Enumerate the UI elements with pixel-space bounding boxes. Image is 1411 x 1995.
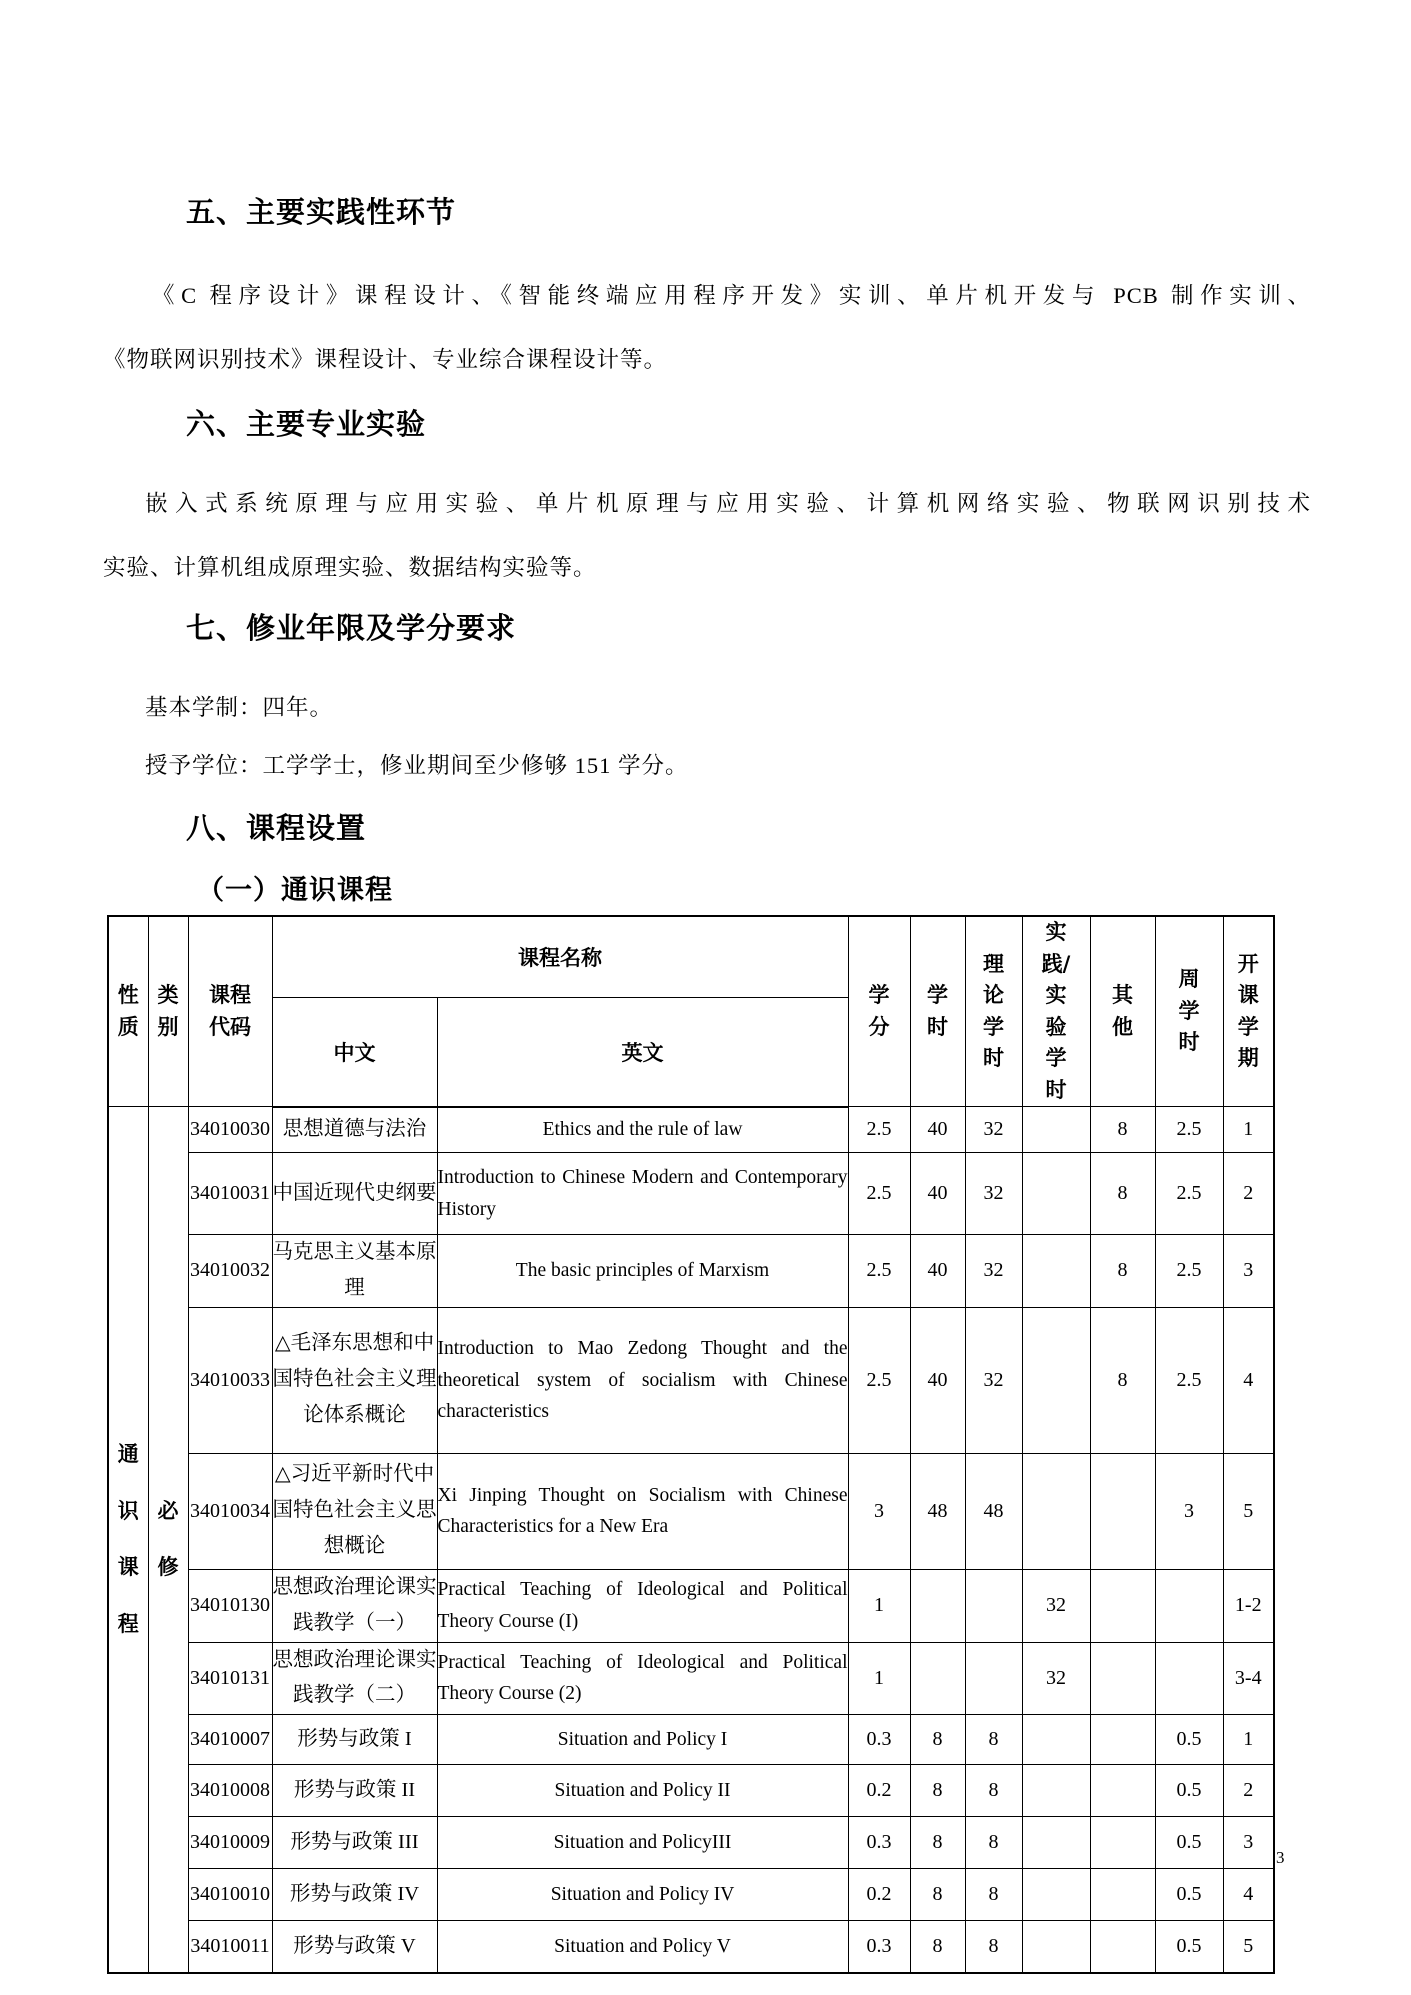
cell-hours: 40 — [910, 1235, 965, 1308]
cell-code: 34010030 — [188, 1107, 272, 1153]
header-course-code-label: 课程代码 — [209, 983, 251, 1039]
header-hours — [910, 916, 965, 1107]
cell-hours: 8 — [910, 1715, 965, 1765]
cell-credits: 3 — [848, 1453, 910, 1569]
cell-credits: 0.3 — [848, 1715, 910, 1765]
cell-zh: 形势与政策 V — [272, 1921, 437, 1973]
cell-practice: 32 — [1022, 1569, 1090, 1642]
cell-credits: 0.2 — [848, 1765, 910, 1817]
cell-zh: △毛泽东思想和中国特色社会主义理论体系概论 — [272, 1307, 437, 1453]
cell-code: 34010034 — [188, 1453, 272, 1569]
cell-weekly — [1155, 1642, 1223, 1715]
cell-term: 4 — [1223, 1869, 1274, 1921]
degree-line: 授予学位：工学学士，修业期间至少修够 151 学分。 — [145, 753, 689, 778]
cell-hours: 48 — [910, 1453, 965, 1569]
cell-theory: 32 — [965, 1153, 1022, 1235]
header-other — [1090, 916, 1155, 1107]
cell-code: 34010010 — [188, 1869, 272, 1921]
cell-weekly: 2.5 — [1155, 1307, 1223, 1453]
header-nature — [108, 916, 148, 1107]
cell-code: 34010130 — [188, 1569, 272, 1642]
header-course-name: 课程名称 — [272, 916, 848, 998]
cell-en: Introduction to Mao Zedong Thought and the theoretical system of socialism with Chinese characteristics — [437, 1307, 848, 1453]
cell-hours: 40 — [910, 1307, 965, 1453]
cell-term: 1-2 — [1223, 1569, 1274, 1642]
cell-credits: 0.3 — [848, 1921, 910, 1973]
cell-hours: 8 — [910, 1765, 965, 1817]
cell-practice — [1022, 1235, 1090, 1308]
cell-en: Introduction to Chinese Modern and Contemporary History — [437, 1153, 848, 1235]
cell-theory: 32 — [965, 1235, 1022, 1308]
table-row — [108, 1107, 1274, 1153]
cell-code: 34010032 — [188, 1235, 272, 1308]
cell-practice — [1022, 1107, 1090, 1153]
cell-zh: 形势与政策 III — [272, 1817, 437, 1869]
cell-zh: 思想政治理论课实践教学（二） — [272, 1642, 437, 1715]
header-english-name: 英文 — [437, 998, 848, 1107]
cell-practice — [1022, 1153, 1090, 1235]
cell-code: 34010031 — [188, 1153, 272, 1235]
cell-theory: 32 — [965, 1107, 1022, 1153]
header-practice-hours-label: 实践/实验学时 — [1041, 920, 1071, 1102]
category-group-label: 必修 — [157, 1498, 179, 1580]
cell-en: Situation and Policy II — [437, 1765, 848, 1817]
cell-other — [1090, 1453, 1155, 1569]
cell-code: 34010033 — [188, 1307, 272, 1453]
paragraph-experiment-line2: 实验、计算机组成原理实验、数据结构实验等。 — [103, 555, 597, 580]
cell-code: 34010009 — [188, 1817, 272, 1869]
cell-term: 1 — [1223, 1715, 1274, 1765]
table-row — [108, 1715, 1274, 1765]
section-heading-7: 七、修业年限及学分要求 — [186, 611, 517, 645]
cell-en: Ethics and the rule of law — [437, 1107, 848, 1153]
cell-other — [1090, 1869, 1155, 1921]
cell-practice — [1022, 1869, 1090, 1921]
table-row — [108, 1307, 1274, 1453]
cell-theory — [965, 1569, 1022, 1642]
nature-group-label: 通识课程 — [117, 1442, 139, 1637]
cell-hours: 8 — [910, 1921, 965, 1973]
cell-theory: 48 — [965, 1453, 1022, 1569]
cell-other: 8 — [1090, 1307, 1155, 1453]
cell-credits: 2.5 — [848, 1307, 910, 1453]
cell-weekly: 0.5 — [1155, 1765, 1223, 1817]
cell-credits: 2.5 — [848, 1235, 910, 1308]
cell-en: Situation and Policy V — [437, 1921, 848, 1973]
cell-en: Situation and Policy IV — [437, 1869, 848, 1921]
table-row — [108, 1921, 1274, 1973]
cell-other: 8 — [1090, 1235, 1155, 1308]
cell-en: Practical Teaching of Ideological and Political Theory Course (I) — [437, 1569, 848, 1642]
cell-practice — [1022, 1921, 1090, 1973]
cell-theory: 8 — [965, 1715, 1022, 1765]
cell-theory: 8 — [965, 1921, 1022, 1973]
cell-theory: 8 — [965, 1869, 1022, 1921]
paragraph-practice-line2: 《物联网识别技术》课程设计、专业综合课程设计等。 — [103, 347, 668, 372]
section-heading-6: 六、主要专业实验 — [186, 407, 427, 441]
paragraph-practice-line1: 《C 程序设计》课程设计、《智能终端应用程序开发》实训、单片机开发与 PCB 制作实训、 — [152, 283, 1311, 308]
cell-other — [1090, 1817, 1155, 1869]
cell-credits: 1 — [848, 1569, 910, 1642]
cell-practice — [1022, 1715, 1090, 1765]
cell-other — [1090, 1715, 1155, 1765]
cell-theory: 8 — [965, 1765, 1022, 1817]
schooling-length-line: 基本学制：四年。 — [145, 695, 334, 720]
header-nature-label: 性质 — [117, 983, 139, 1039]
table-row — [108, 1642, 1274, 1715]
header-other-label: 其他 — [1112, 983, 1133, 1039]
cell-term: 4 — [1223, 1307, 1274, 1453]
cell-hours — [910, 1569, 965, 1642]
cell-practice — [1022, 1453, 1090, 1569]
cell-code: 34010007 — [188, 1715, 272, 1765]
nature-group-cell — [108, 1107, 148, 1973]
cell-zh: 形势与政策 I — [272, 1715, 437, 1765]
cell-en: Xi Jinping Thought on Socialism with Chinese Characteristics for a New Era — [437, 1453, 848, 1569]
cell-weekly: 0.5 — [1155, 1921, 1223, 1973]
header-weekly-hours — [1155, 916, 1223, 1107]
header-hours-label: 学时 — [927, 983, 948, 1039]
cell-practice — [1022, 1307, 1090, 1453]
cell-hours — [910, 1642, 965, 1715]
header-credits — [848, 916, 910, 1107]
cell-practice — [1022, 1765, 1090, 1817]
cell-other: 8 — [1090, 1107, 1155, 1153]
header-credits-label: 学分 — [868, 983, 890, 1039]
cell-code: 34010131 — [188, 1642, 272, 1715]
cell-term: 1 — [1223, 1107, 1274, 1153]
cell-hours: 40 — [910, 1153, 965, 1235]
cell-credits: 1 — [848, 1642, 910, 1715]
cell-other: 8 — [1090, 1153, 1155, 1235]
cell-term: 3-4 — [1223, 1642, 1274, 1715]
cell-code: 34010008 — [188, 1765, 272, 1817]
general-courses-table — [107, 915, 1275, 1974]
cell-weekly: 0.5 — [1155, 1817, 1223, 1869]
paragraph-experiment-line1: 嵌入式系统原理与应用实验、单片机原理与应用实验、计算机网络实验、物联网识别技术 — [145, 491, 1311, 516]
header-chinese-name: 中文 — [272, 998, 437, 1107]
cell-term: 3 — [1223, 1235, 1274, 1308]
cell-zh: △习近平新时代中国特色社会主义思想概论 — [272, 1453, 437, 1569]
page-number: 3 — [1276, 1848, 1285, 1867]
header-term — [1223, 916, 1274, 1107]
cell-weekly: 2.5 — [1155, 1235, 1223, 1308]
table-row — [108, 1869, 1274, 1921]
cell-credits: 0.2 — [848, 1869, 910, 1921]
header-category — [148, 916, 188, 1107]
header-practice-hours — [1022, 916, 1090, 1107]
cell-other — [1090, 1921, 1155, 1973]
subsection-heading-general-courses: （一）通识课程 — [197, 875, 393, 906]
header-course-code — [188, 916, 272, 1107]
cell-en: Situation and Policy I — [437, 1715, 848, 1765]
cell-zh: 马克思主义基本原理 — [272, 1235, 437, 1308]
header-term-label: 开课学期 — [1237, 951, 1259, 1070]
cell-en: The basic principles of Marxism — [437, 1235, 848, 1308]
cell-weekly: 3 — [1155, 1453, 1223, 1569]
cell-theory: 8 — [965, 1817, 1022, 1869]
cell-other — [1090, 1765, 1155, 1817]
cell-theory — [965, 1642, 1022, 1715]
table-header-row-1 — [108, 916, 1274, 998]
cell-hours: 8 — [910, 1869, 965, 1921]
table-row — [108, 1817, 1274, 1869]
cell-term: 5 — [1223, 1921, 1274, 1973]
cell-credits: 2.5 — [848, 1107, 910, 1153]
cell-zh: 形势与政策 II — [272, 1765, 437, 1817]
cell-weekly — [1155, 1569, 1223, 1642]
cell-theory: 32 — [965, 1307, 1022, 1453]
table-row — [108, 1765, 1274, 1817]
header-theory-hours-label: 理论学时 — [983, 951, 1004, 1070]
cell-practice: 32 — [1022, 1642, 1090, 1715]
cell-weekly: 2.5 — [1155, 1153, 1223, 1235]
cell-other — [1090, 1642, 1155, 1715]
cell-zh: 中国近现代史纲要 — [272, 1153, 437, 1235]
cell-hours: 40 — [910, 1107, 965, 1153]
cell-en: Situation and PolicyIII — [437, 1817, 848, 1869]
table-row — [108, 1153, 1274, 1235]
cell-credits: 0.3 — [848, 1817, 910, 1869]
cell-other — [1090, 1569, 1155, 1642]
cell-zh: 思想道德与法治 — [272, 1107, 437, 1153]
header-weekly-hours-label: 周学时 — [1178, 967, 1200, 1055]
cell-zh: 思想政治理论课实践教学（一） — [272, 1569, 437, 1642]
cell-zh: 形势与政策 IV — [272, 1869, 437, 1921]
section-heading-8: 八、课程设置 — [186, 811, 367, 845]
cell-weekly: 0.5 — [1155, 1715, 1223, 1765]
cell-practice — [1022, 1817, 1090, 1869]
category-group-cell — [148, 1107, 188, 1973]
header-theory-hours — [965, 916, 1022, 1107]
section-heading-5: 五、主要实践性环节 — [186, 195, 457, 229]
header-category-label: 类别 — [157, 983, 179, 1039]
table-row — [108, 1453, 1274, 1569]
cell-credits: 2.5 — [848, 1153, 910, 1235]
cell-term: 5 — [1223, 1453, 1274, 1569]
cell-en: Practical Teaching of Ideological and Political Theory Course (2) — [437, 1642, 848, 1715]
cell-hours: 8 — [910, 1817, 965, 1869]
cell-weekly: 0.5 — [1155, 1869, 1223, 1921]
cell-term: 2 — [1223, 1153, 1274, 1235]
cell-weekly: 2.5 — [1155, 1107, 1223, 1153]
table-row — [108, 1569, 1274, 1642]
cell-term: 3 — [1223, 1817, 1274, 1869]
table-row — [108, 1235, 1274, 1308]
cell-term: 2 — [1223, 1765, 1274, 1817]
cell-code: 34010011 — [188, 1921, 272, 1973]
